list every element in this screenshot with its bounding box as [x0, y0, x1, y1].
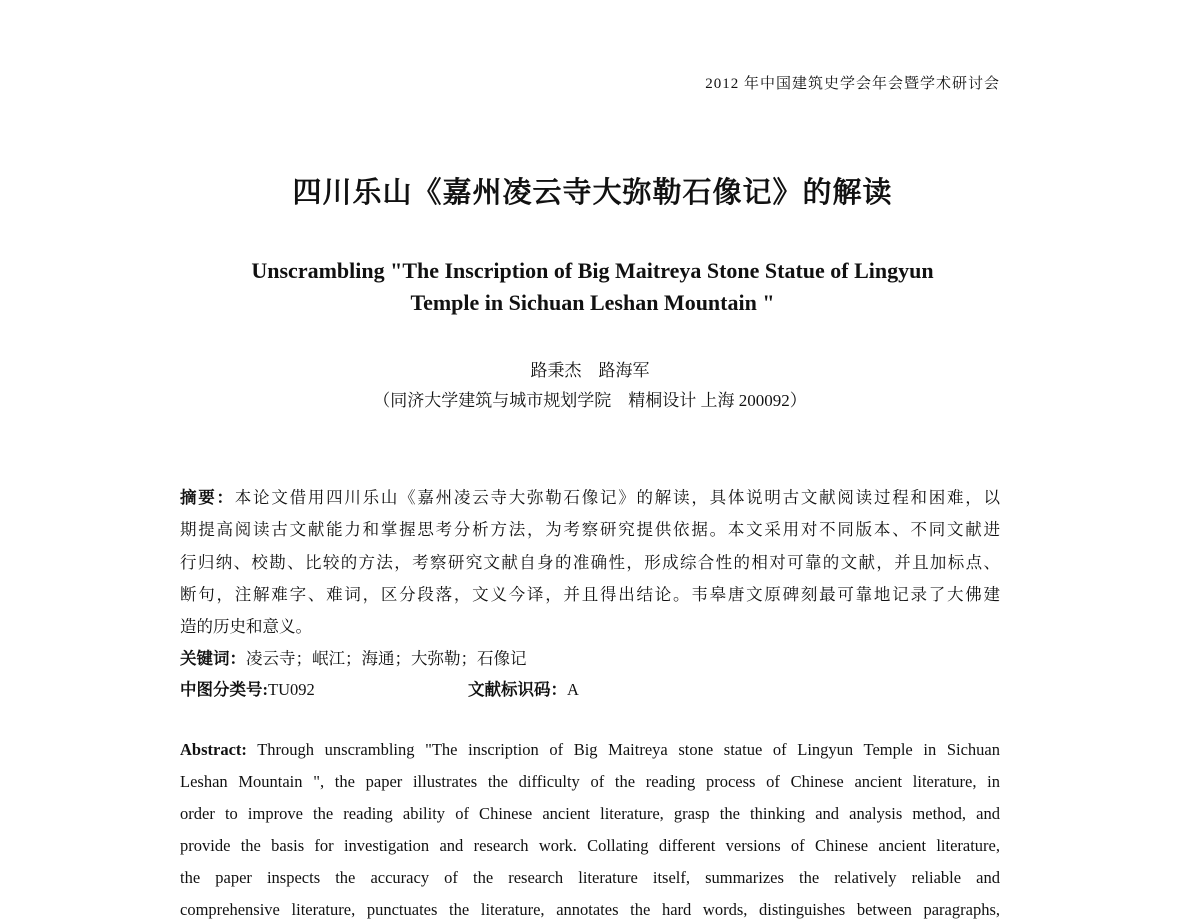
abstract-cn-line: 期提高阅读古文献能力和掌握思考分析方法，为考察研究提供依据。本文采用对不同版本、不同文献进 [180, 520, 1000, 539]
abstract-en-label: Abstract: [180, 740, 247, 759]
abstract-en-text: Through unscrambling "The inscription of Big Maitreya stone statue of Lingyun Temple in Sichuan [246, 740, 1000, 759]
abstract-en-line: Leshan Mountain ", the paper illustrates the difficulty of the reading process of Chinese ancient literature, in [180, 772, 1000, 791]
doc-code-label: 文献标识码： [468, 680, 567, 699]
classification-value: TU092 [268, 680, 315, 699]
title-chinese: 四川乐山《嘉州凌云寺大弥勒石像记》的解读 [292, 175, 893, 209]
title-english-line-1: Unscrambling "The Inscription of Big Maitreya Stone Statue of Lingyun [251, 258, 934, 283]
running-header: 2012 年中国建筑史学会年会暨学术研讨会 [705, 76, 1000, 92]
abstract-en-line: the paper inspects the accuracy of the research literature itself, summarizes the relatively reliable and [180, 868, 1000, 887]
doc-code-value: A [567, 680, 579, 699]
abstract-cn-line: 断句，注解难字、难词，区分段落，文义今译，并且得出结论。韦皋唐文原碑刻最可靠地记录了大佛建 [180, 585, 1000, 604]
affiliation: （同济大学建筑与城市规划学院 精桐设计 上海 200092） [373, 391, 807, 410]
abstract-en-line: order to improve the reading ability of Chinese ancient literature, grasp the thinking and analysis method, and [180, 804, 1000, 823]
abstract-en-line [180, 740, 1000, 760]
authors: 路秉杰 路海军 [530, 361, 650, 380]
keywords-label: 关键词： [180, 649, 246, 668]
title-english-line-2: Temple in Sichuan Leshan Mountain " [410, 290, 775, 315]
abstract-en-line: comprehensive literature, punctuates the literature, annotates the hard words, distinguishes between paragraphs, [180, 900, 1000, 919]
classification [180, 676, 1000, 700]
classification-label: 中图分类号: [180, 680, 268, 699]
keywords-text: 凌云寺；岷江；海通；大弥勒；石像记 [246, 649, 527, 668]
abstract-en-line: provide the basis for investigation and research work. Collating different versions of Chinese ancient literature, [180, 836, 1000, 855]
keywords [180, 645, 1000, 669]
abstract-cn-text: 本论文借用四川乐山《嘉州凌云寺大弥勒石像记》的解读，具体说明古文献阅读过程和困难，以 [234, 488, 1001, 507]
abstract-cn-line: 造的历史和意义。 [180, 617, 312, 636]
abstract-cn-line: 行归纳、校勘、比较的方法，考察研究文献自身的准确性，形成综合性的相对可靠的文献，并且加标点、 [180, 553, 1000, 572]
abstract-cn-line [180, 484, 1000, 508]
abstract-cn-label: 摘要： [180, 488, 235, 507]
